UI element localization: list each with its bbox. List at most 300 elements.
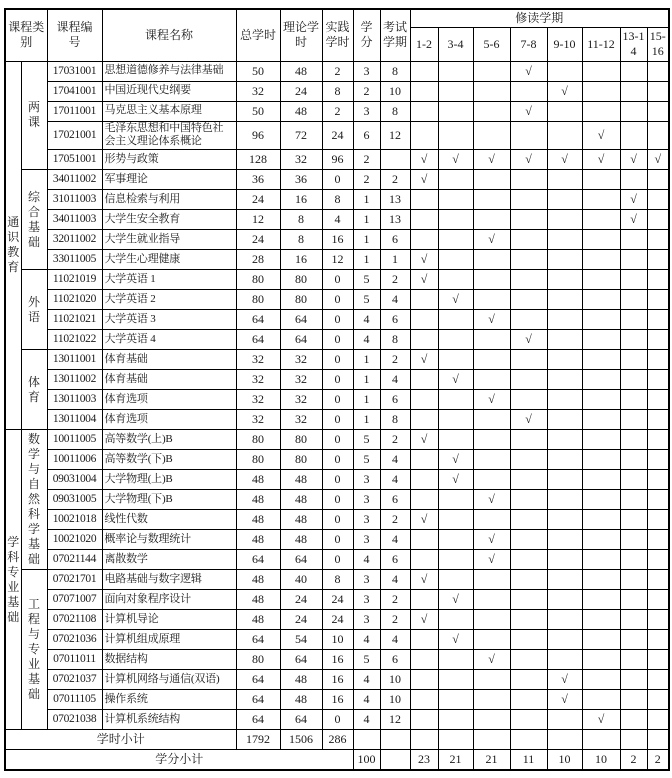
term-check-cell: √ — [438, 470, 473, 490]
term-check-cell: √ — [410, 510, 438, 530]
credits-cell: 3 — [353, 590, 380, 610]
practice-cell: 8 — [322, 570, 353, 590]
practice-cell: 16 — [322, 230, 353, 250]
theory-cell: 32 — [280, 350, 322, 370]
term-empty-cell — [510, 690, 547, 710]
exam-term-cell: 10 — [380, 670, 410, 690]
credits-cell: 4 — [353, 710, 380, 730]
term-check-cell: √ — [410, 150, 438, 170]
exam-term-cell: 10 — [380, 81, 410, 101]
term-empty-cell — [582, 270, 620, 290]
term-empty-cell — [510, 250, 547, 270]
subcategory-cell: 数学与自然科学基础 — [21, 430, 47, 570]
course-name-cell: 离散数学 — [102, 550, 236, 570]
theory-cell: 64 — [280, 710, 322, 730]
course-name-cell: 操作系统 — [102, 690, 236, 710]
total-cell: 80 — [236, 270, 280, 290]
exam-term-cell: 6 — [380, 650, 410, 670]
course-row — [5, 670, 669, 690]
header-term-5-6: 5-6 — [473, 27, 510, 61]
term-empty-cell — [620, 690, 647, 710]
term-empty-cell — [620, 230, 647, 250]
practice-cell: 0 — [322, 410, 353, 430]
header-total-hours: 总学时 — [236, 9, 280, 61]
course-name-cell: 大学生安全教育 — [102, 210, 236, 230]
practice-cell: 8 — [322, 81, 353, 101]
course-code-cell: 11021021 — [47, 310, 102, 330]
term-empty-cell — [620, 170, 647, 190]
term-empty-cell — [438, 230, 473, 250]
course-code-cell: 07021701 — [47, 570, 102, 590]
theory-cell: 32 — [280, 370, 322, 390]
course-plan-table — [4, 8, 670, 771]
term-empty-cell — [438, 121, 473, 150]
empty-cell — [410, 730, 438, 750]
term-empty-cell — [438, 550, 473, 570]
term-empty-cell — [647, 570, 669, 590]
theory-cell: 8 — [280, 230, 322, 250]
term-empty-cell — [620, 610, 647, 630]
exam-term-cell: 8 — [380, 330, 410, 350]
term-empty-cell — [647, 630, 669, 650]
course-name-cell: 计算机网络与通信(双语) — [102, 670, 236, 690]
term-empty-cell — [510, 210, 547, 230]
header-term-1-2: 1-2 — [410, 27, 438, 61]
credits-cell: 1 — [353, 190, 380, 210]
total-cell: 64 — [236, 690, 280, 710]
practice-cell: 0 — [322, 530, 353, 550]
course-name-cell: 信息检索与利用 — [102, 190, 236, 210]
course-row — [5, 350, 669, 370]
term-empty-cell — [473, 670, 510, 690]
credits-cell: 3 — [353, 610, 380, 630]
course-code-cell: 17021001 — [47, 121, 102, 150]
term-empty-cell — [547, 450, 582, 470]
course-name-cell: 高等数学(上)B — [102, 430, 236, 450]
term-empty-cell — [410, 630, 438, 650]
subcategory-cell: 工程与专业基础 — [21, 570, 47, 730]
term-empty-cell — [582, 450, 620, 470]
course-code-cell: 07021038 — [47, 710, 102, 730]
exam-term-cell: 6 — [380, 310, 410, 330]
credits-cell: 1 — [353, 350, 380, 370]
course-code-cell: 13011001 — [47, 350, 102, 370]
course-name-cell: 体育基础 — [102, 350, 236, 370]
term-empty-cell — [510, 310, 547, 330]
theory-cell: 48 — [280, 530, 322, 550]
total-cell: 80 — [236, 430, 280, 450]
term-empty-cell — [438, 350, 473, 370]
header-term-15-16: 15-16 — [647, 27, 669, 61]
practice-cell: 12 — [322, 250, 353, 270]
exam-term-cell: 6 — [380, 550, 410, 570]
credits-cell: 3 — [353, 61, 380, 81]
course-code-cell: 07071007 — [47, 590, 102, 610]
theory-cell: 48 — [280, 101, 322, 121]
term-empty-cell — [510, 121, 547, 150]
course-row — [5, 210, 669, 230]
term-empty-cell — [438, 710, 473, 730]
term-empty-cell — [510, 570, 547, 590]
credits-subtotal-term-cell: 21 — [438, 750, 473, 770]
total-cell: 64 — [236, 710, 280, 730]
term-empty-cell — [582, 101, 620, 121]
total-cell: 32 — [236, 350, 280, 370]
exam-term-cell: 12 — [380, 121, 410, 150]
term-empty-cell — [410, 230, 438, 250]
term-empty-cell — [547, 270, 582, 290]
term-empty-cell — [647, 210, 669, 230]
term-check-cell: √ — [547, 670, 582, 690]
term-empty-cell — [647, 81, 669, 101]
total-cell: 64 — [236, 330, 280, 350]
term-empty-cell — [582, 570, 620, 590]
credits-cell: 1 — [353, 410, 380, 430]
term-empty-cell — [582, 630, 620, 650]
term-empty-cell — [620, 430, 647, 450]
term-empty-cell — [438, 490, 473, 510]
term-check-cell: √ — [510, 330, 547, 350]
term-empty-cell — [438, 610, 473, 630]
course-row — [5, 590, 669, 610]
course-code-cell: 17041001 — [47, 81, 102, 101]
term-check-cell: √ — [438, 150, 473, 170]
term-empty-cell — [582, 390, 620, 410]
course-name-cell: 体育选项 — [102, 390, 236, 410]
course-row — [5, 570, 669, 590]
credits-subtotal-term-cell: 2 — [647, 750, 669, 770]
theory-cell: 32 — [280, 390, 322, 410]
term-check-cell: √ — [473, 650, 510, 670]
total-cell: 48 — [236, 470, 280, 490]
term-empty-cell — [547, 190, 582, 210]
credits-cell: 4 — [353, 690, 380, 710]
term-empty-cell — [547, 610, 582, 630]
term-empty-cell — [647, 250, 669, 270]
exam-term-cell: 2 — [380, 590, 410, 610]
course-code-cell: 07021036 — [47, 630, 102, 650]
term-empty-cell — [473, 710, 510, 730]
course-name-cell: 毛泽东思想和中国特色社会主义理论体系概论 — [102, 121, 236, 150]
exam-term-cell: 2 — [380, 170, 410, 190]
term-empty-cell — [582, 690, 620, 710]
term-empty-cell — [438, 410, 473, 430]
course-code-cell: 31011003 — [47, 190, 102, 210]
empty-cell — [438, 730, 473, 750]
total-cell: 48 — [236, 610, 280, 630]
course-row — [5, 121, 669, 150]
term-empty-cell — [510, 670, 547, 690]
course-code-cell: 11021022 — [47, 330, 102, 350]
term-empty-cell — [510, 490, 547, 510]
course-name-cell: 马克思主义基本原理 — [102, 101, 236, 121]
header-credits: 学分 — [353, 9, 380, 61]
term-empty-cell — [473, 290, 510, 310]
credits-cell: 1 — [353, 390, 380, 410]
total-cell: 64 — [236, 630, 280, 650]
term-check-cell: √ — [410, 170, 438, 190]
term-check-cell: √ — [582, 710, 620, 730]
term-empty-cell — [473, 570, 510, 590]
subcategory-cell: 体育 — [21, 350, 47, 430]
term-empty-cell — [547, 470, 582, 490]
term-check-cell: √ — [547, 150, 582, 170]
course-name-cell: 计算机组成原理 — [102, 630, 236, 650]
practice-cell: 0 — [322, 290, 353, 310]
term-empty-cell — [647, 650, 669, 670]
practice-cell: 0 — [322, 450, 353, 470]
course-code-cell: 10011005 — [47, 430, 102, 450]
course-name-cell: 大学生心理健康 — [102, 250, 236, 270]
header-exam-term: 考试学期 — [380, 9, 410, 61]
term-empty-cell — [547, 590, 582, 610]
term-empty-cell — [510, 590, 547, 610]
term-empty-cell — [438, 190, 473, 210]
empty-cell — [620, 730, 647, 750]
credits-cell: 4 — [353, 330, 380, 350]
term-empty-cell — [473, 270, 510, 290]
course-row — [5, 170, 669, 190]
course-code-cell: 10011006 — [47, 450, 102, 470]
practice-cell: 0 — [322, 710, 353, 730]
term-empty-cell — [410, 690, 438, 710]
course-name-cell: 大学英语 2 — [102, 290, 236, 310]
term-check-cell: √ — [547, 690, 582, 710]
course-code-cell: 09031004 — [47, 470, 102, 490]
term-empty-cell — [410, 550, 438, 570]
term-empty-cell — [473, 690, 510, 710]
term-empty-cell — [582, 490, 620, 510]
theory-cell: 24 — [280, 610, 322, 630]
term-empty-cell — [438, 570, 473, 590]
exam-term-cell: 2 — [380, 510, 410, 530]
theory-cell: 24 — [280, 81, 322, 101]
credits-subtotal-term-cell: 2 — [620, 750, 647, 770]
term-empty-cell — [547, 101, 582, 121]
total-cell: 64 — [236, 670, 280, 690]
course-row — [5, 61, 669, 81]
term-empty-cell — [410, 310, 438, 330]
credits-cell: 1 — [353, 230, 380, 250]
course-row — [5, 190, 669, 210]
credits-subtotal-row — [5, 750, 669, 770]
total-cell: 32 — [236, 370, 280, 390]
term-empty-cell — [438, 101, 473, 121]
credits-cell: 3 — [353, 530, 380, 550]
practice-cell: 4 — [322, 210, 353, 230]
term-empty-cell — [410, 290, 438, 310]
term-empty-cell — [473, 61, 510, 81]
credits-cell: 3 — [353, 570, 380, 590]
course-name-cell: 高等数学(下)B — [102, 450, 236, 470]
header-term-3-4: 3-4 — [438, 27, 473, 61]
total-cell: 128 — [236, 150, 280, 170]
course-row — [5, 610, 669, 630]
total-cell: 32 — [236, 410, 280, 430]
term-empty-cell — [620, 390, 647, 410]
term-check-cell: √ — [620, 190, 647, 210]
header-study-terms: 修读学期 — [410, 9, 669, 27]
credits-cell: 2 — [353, 150, 380, 170]
total-cell: 96 — [236, 121, 280, 150]
term-check-cell: √ — [620, 150, 647, 170]
header-course-name: 课程名称 — [102, 9, 236, 61]
term-empty-cell — [620, 510, 647, 530]
term-empty-cell — [410, 330, 438, 350]
credits-cell: 6 — [353, 121, 380, 150]
term-empty-cell — [510, 390, 547, 410]
term-empty-cell — [438, 310, 473, 330]
course-name-cell: 大学物理(下)B — [102, 490, 236, 510]
term-empty-cell — [620, 250, 647, 270]
practice-cell: 24 — [322, 590, 353, 610]
exam-term-cell: 13 — [380, 210, 410, 230]
exam-term-cell: 4 — [380, 290, 410, 310]
term-empty-cell — [582, 330, 620, 350]
term-empty-cell — [620, 470, 647, 490]
term-empty-cell — [620, 310, 647, 330]
theory-cell: 16 — [280, 190, 322, 210]
term-empty-cell — [647, 430, 669, 450]
practice-cell: 0 — [322, 270, 353, 290]
term-empty-cell — [547, 121, 582, 150]
term-check-cell: √ — [410, 570, 438, 590]
term-check-cell: √ — [510, 61, 547, 81]
exam-term-cell: 4 — [380, 450, 410, 470]
theory-cell: 72 — [280, 121, 322, 150]
term-empty-cell — [438, 250, 473, 270]
exam-term-cell: 8 — [380, 61, 410, 81]
term-empty-cell — [547, 430, 582, 450]
credits-cell: 1 — [353, 250, 380, 270]
exam-term-cell: 8 — [380, 410, 410, 430]
practice-cell: 16 — [322, 670, 353, 690]
term-empty-cell — [547, 61, 582, 81]
term-check-cell: √ — [510, 101, 547, 121]
course-name-cell: 军事理论 — [102, 170, 236, 190]
exam-term-cell: 6 — [380, 390, 410, 410]
course-name-cell: 思想道德修养与法律基础 — [102, 61, 236, 81]
term-empty-cell — [410, 410, 438, 430]
term-empty-cell — [473, 470, 510, 490]
exam-term-cell: 4 — [380, 470, 410, 490]
course-code-cell: 07021144 — [47, 550, 102, 570]
term-empty-cell — [547, 390, 582, 410]
course-name-cell: 体育基础 — [102, 370, 236, 390]
course-code-cell: 13011004 — [47, 410, 102, 430]
term-empty-cell — [438, 210, 473, 230]
term-check-cell: √ — [473, 530, 510, 550]
term-empty-cell — [410, 370, 438, 390]
term-empty-cell — [647, 370, 669, 390]
term-empty-cell — [620, 101, 647, 121]
theory-cell: 48 — [280, 490, 322, 510]
term-empty-cell — [438, 670, 473, 690]
term-empty-cell — [547, 550, 582, 570]
empty-cell — [380, 750, 410, 770]
course-code-cell: 17011001 — [47, 101, 102, 121]
course-name-cell: 大学生就业指导 — [102, 230, 236, 250]
total-cell: 32 — [236, 81, 280, 101]
theory-cell: 48 — [280, 61, 322, 81]
credits-subtotal-label: 学分小计 — [5, 750, 353, 770]
course-row — [5, 150, 669, 170]
term-empty-cell — [510, 550, 547, 570]
credits-cell: 5 — [353, 450, 380, 470]
practice-cell: 0 — [322, 310, 353, 330]
practice-cell: 0 — [322, 490, 353, 510]
practice-cell: 0 — [322, 510, 353, 530]
practice-cell: 2 — [322, 101, 353, 121]
practice-cell: 0 — [322, 170, 353, 190]
theory-cell: 80 — [280, 290, 322, 310]
credits-subtotal-term-cell: 23 — [410, 750, 438, 770]
term-empty-cell — [410, 121, 438, 150]
total-cell: 28 — [236, 250, 280, 270]
exam-term-cell: 8 — [380, 101, 410, 121]
course-row — [5, 230, 669, 250]
term-empty-cell — [582, 410, 620, 430]
theory-cell: 40 — [280, 570, 322, 590]
practice-cell: 0 — [322, 550, 353, 570]
term-check-cell: √ — [473, 230, 510, 250]
credits-cell: 5 — [353, 430, 380, 450]
total-cell: 64 — [236, 310, 280, 330]
hours-subtotal-row — [5, 730, 669, 750]
credits-subtotal-term-cell: 10 — [547, 750, 582, 770]
term-empty-cell — [473, 370, 510, 390]
empty-cell — [647, 730, 669, 750]
term-check-cell: √ — [473, 150, 510, 170]
credits-cell: 5 — [353, 290, 380, 310]
course-row — [5, 250, 669, 270]
term-empty-cell — [510, 610, 547, 630]
credits-cell: 2 — [353, 81, 380, 101]
term-check-cell: √ — [438, 590, 473, 610]
exam-term-cell: 12 — [380, 710, 410, 730]
course-name-cell: 大学物理(上)B — [102, 470, 236, 490]
term-empty-cell — [438, 81, 473, 101]
practice-cell: 16 — [322, 650, 353, 670]
term-empty-cell — [647, 450, 669, 470]
theory-cell: 48 — [280, 670, 322, 690]
course-row — [5, 450, 669, 470]
term-empty-cell — [620, 290, 647, 310]
term-empty-cell — [547, 230, 582, 250]
term-empty-cell — [647, 290, 669, 310]
course-row — [5, 650, 669, 670]
course-code-cell: 11021019 — [47, 270, 102, 290]
term-empty-cell — [647, 670, 669, 690]
term-empty-cell — [647, 101, 669, 121]
term-empty-cell — [582, 430, 620, 450]
term-empty-cell — [620, 590, 647, 610]
theory-cell: 48 — [280, 690, 322, 710]
exam-term-cell: 6 — [380, 490, 410, 510]
term-empty-cell — [547, 250, 582, 270]
hours-subtotal-practice-cell: 286 — [322, 730, 353, 750]
total-cell: 24 — [236, 230, 280, 250]
term-empty-cell — [438, 530, 473, 550]
course-code-cell: 33011005 — [47, 250, 102, 270]
credits-cell: 3 — [353, 510, 380, 530]
term-empty-cell — [510, 290, 547, 310]
exam-term-cell: 2 — [380, 270, 410, 290]
term-empty-cell — [547, 170, 582, 190]
header-practice-hours: 实践学时 — [322, 9, 353, 61]
term-empty-cell — [647, 350, 669, 370]
term-empty-cell — [410, 590, 438, 610]
